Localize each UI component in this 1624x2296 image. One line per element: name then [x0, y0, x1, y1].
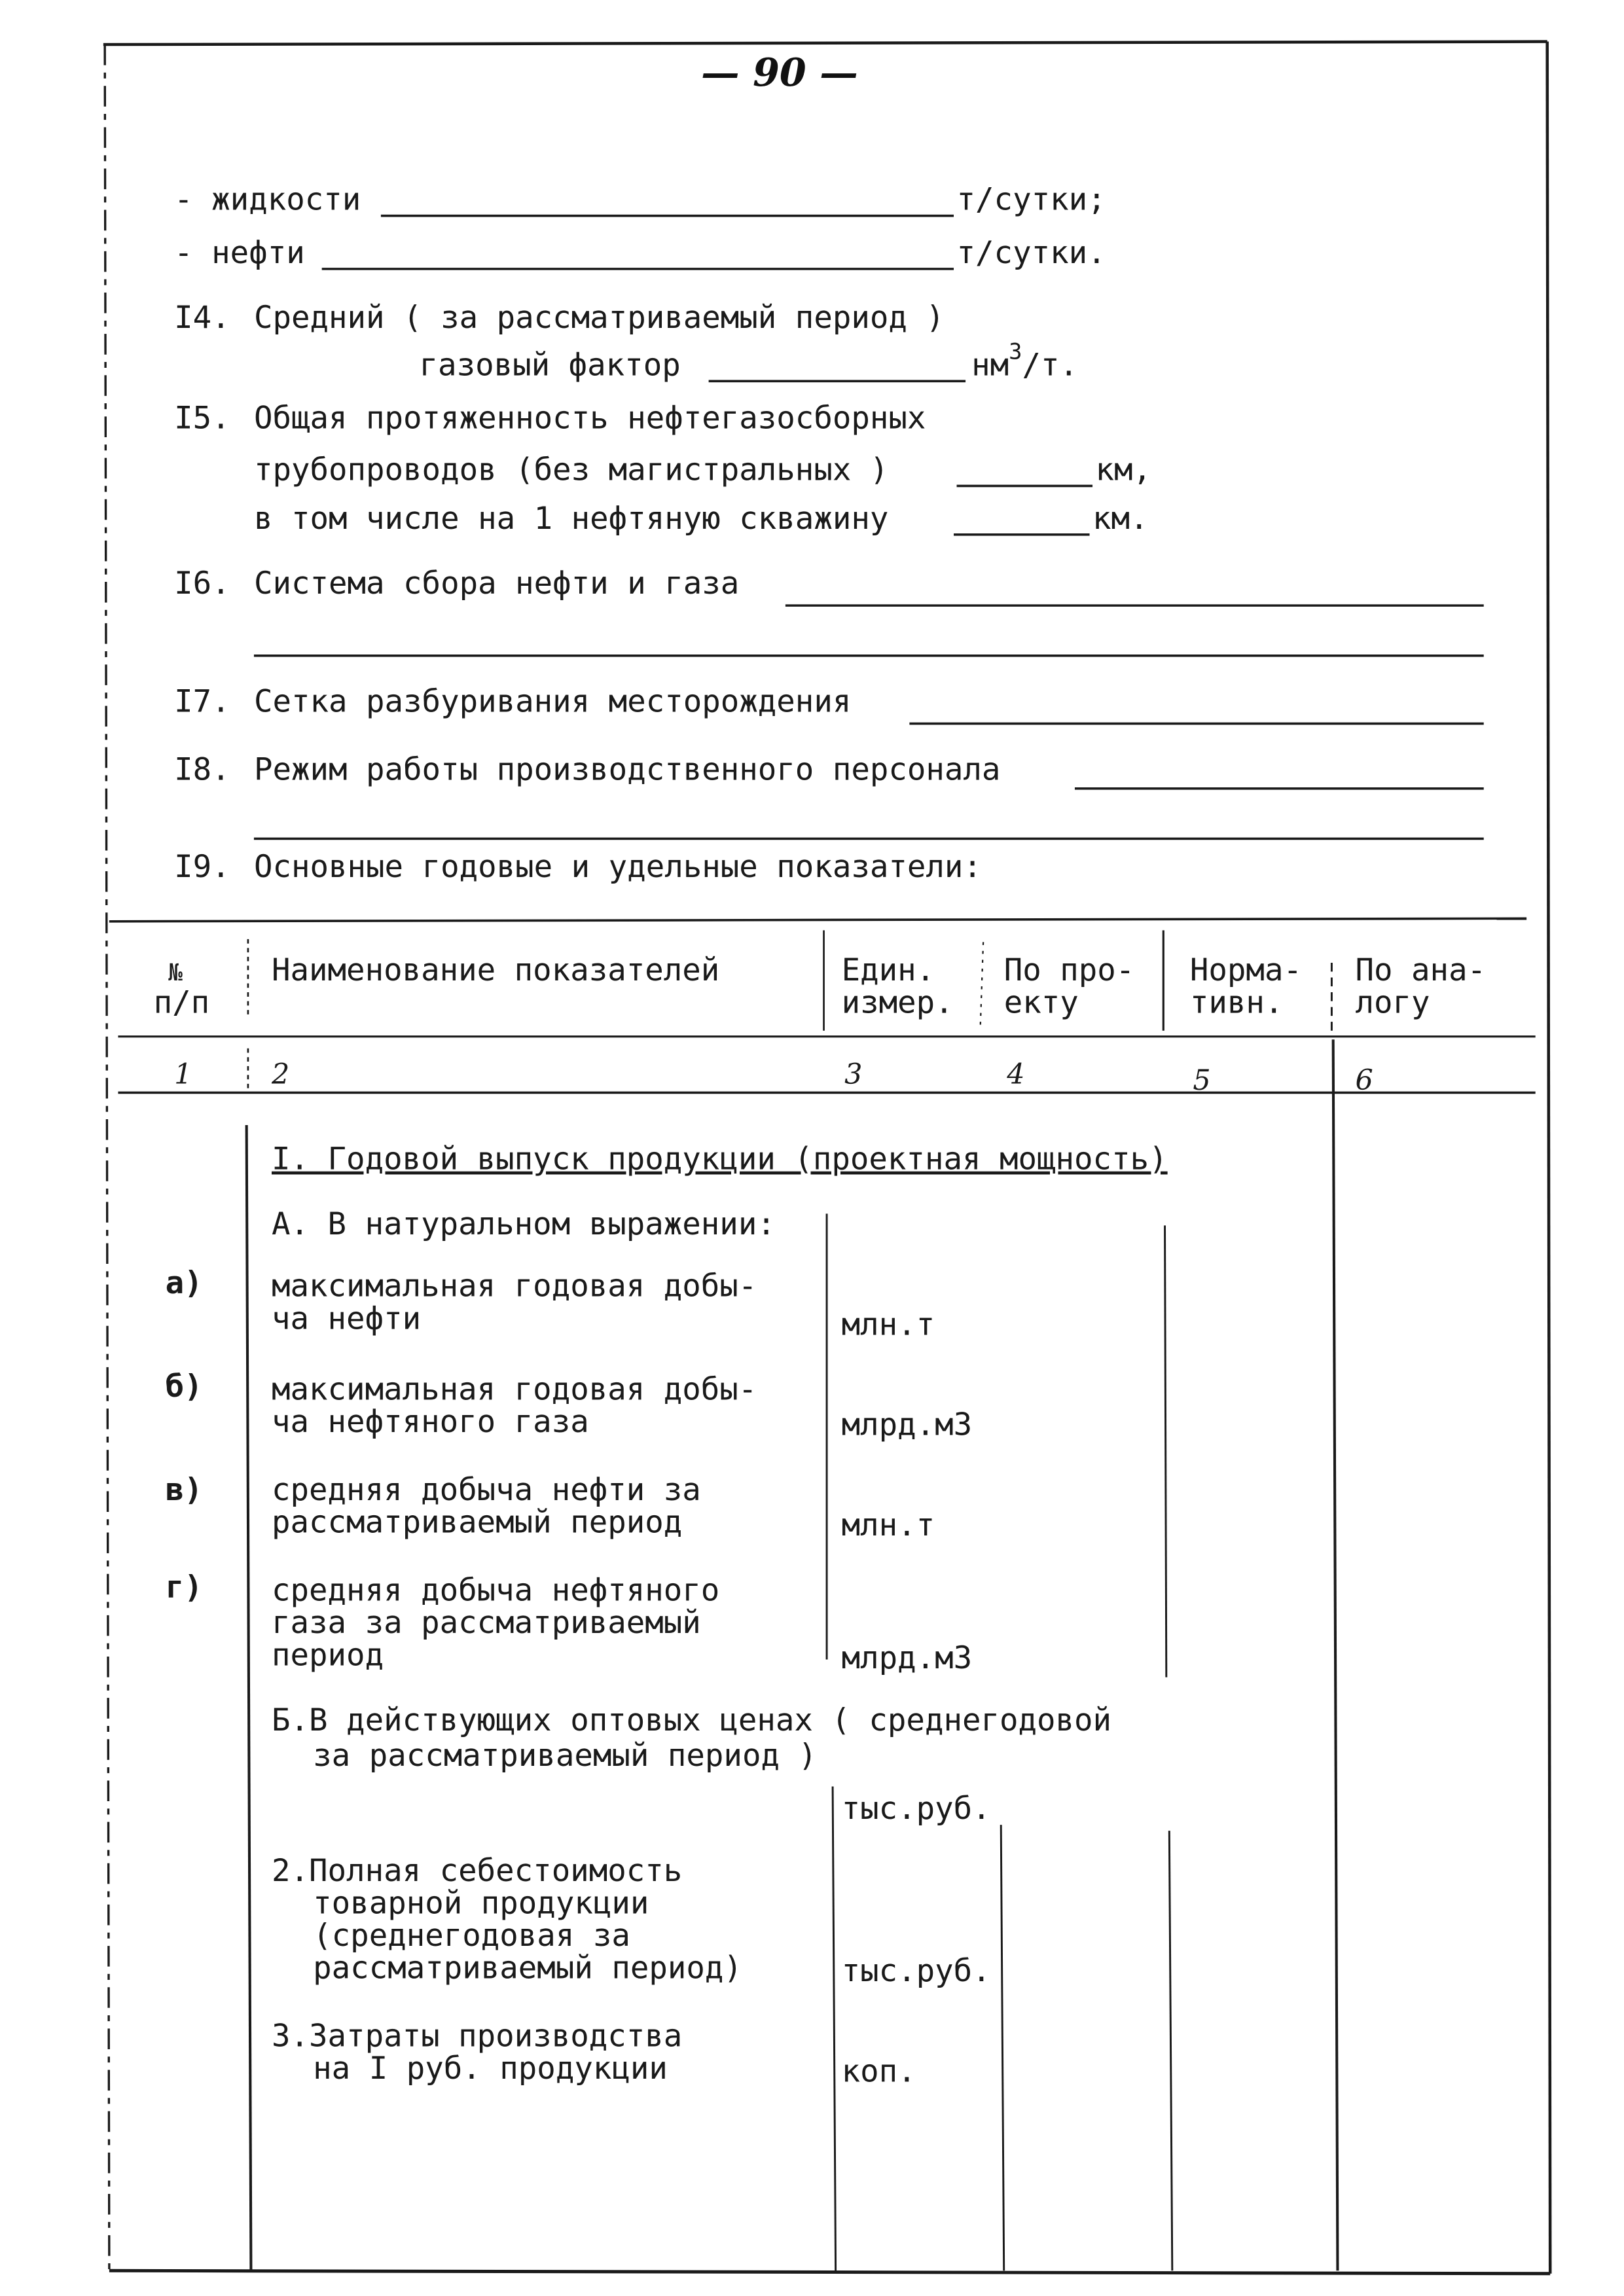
- item-14-line2: газовый фактор: [419, 347, 681, 384]
- liquid-label: - жидкости: [174, 181, 361, 218]
- item-2-line1: 2.Полная себестоимость: [272, 1852, 683, 1889]
- header-name: Наименование показателей: [272, 952, 720, 989]
- item-14-unit: $нм^3/т$.: [971, 338, 1079, 384]
- item-15-line1: Общая протяженность нефтегазосборных: [253, 400, 926, 437]
- subsection-b-line1: Б.В действующих оптовых ценах ( среднегодовой: [272, 1702, 1112, 1738]
- page-number: — 90 —: [701, 50, 858, 96]
- item-15-line3: в том числе на 1 нефтяную скважину: [253, 500, 889, 537]
- row-b-line1: максимальная годовая добы-: [272, 1371, 757, 1408]
- column-number: 3: [844, 1058, 863, 1091]
- item-3-line2: на I руб. продукции: [313, 2051, 668, 2087]
- subsection-b-line2: за рассматриваемый период ): [313, 1737, 818, 1774]
- item-18-number: I8.: [174, 751, 230, 788]
- header-analog-line1: По ана-: [1355, 952, 1487, 989]
- liquid-unit: т/сутки;: [956, 181, 1106, 218]
- item-2-line3: (среднегодовая за: [313, 1918, 630, 1954]
- row-b-mark: б): [165, 1369, 203, 1405]
- header-project-line2: екту: [1003, 984, 1079, 1021]
- column-number: 4: [1007, 1058, 1025, 1091]
- row-c-mark: в): [165, 1471, 203, 1508]
- item-14-number: I4.: [174, 300, 230, 336]
- row-a-line2: ча нефти: [272, 1300, 422, 1337]
- row-d-unit: млрд.м3: [841, 1640, 973, 1677]
- item-14-line1: Средний ( за рассматриваемый период ): [253, 300, 945, 336]
- row-d-line1: средняя добыча нефтяного: [272, 1572, 720, 1609]
- header-num-line1: №: [168, 959, 183, 987]
- item-19-text: Основные годовые и удельные показатели:: [253, 849, 982, 886]
- item-2-line4: рассматриваемый период): [313, 1950, 742, 1986]
- row-c-line1: средняя добыча нефти за: [272, 1471, 701, 1508]
- row-d-mark: г): [165, 1569, 203, 1605]
- item-17-number: I7.: [174, 683, 230, 720]
- subsection-b-unit: тыс.руб.: [841, 1791, 991, 1827]
- oil-label: - нефти: [174, 234, 305, 271]
- header-unit-line1: Един.: [841, 952, 935, 989]
- row-a-mark: а): [165, 1265, 203, 1302]
- section-1-title: I. Годовой выпуск продукции (проектная мощность): [272, 1141, 1168, 1177]
- row-c-unit: млн.т: [841, 1507, 935, 1544]
- item-15-line2: трубопроводов (без магистральных ): [253, 452, 889, 488]
- header-norm-line2: тивн.: [1189, 984, 1284, 1021]
- row-a-unit: млн.т: [841, 1306, 935, 1343]
- header-unit-line2: измер.: [841, 984, 954, 1021]
- item-15-unit2: км.: [1092, 500, 1149, 537]
- item-19-number: I9.: [174, 849, 230, 886]
- header-norm-line1: Норма-: [1189, 952, 1302, 989]
- header-project-line1: По про-: [1003, 952, 1135, 989]
- item-3-line1: 3.Затраты производства: [272, 2018, 683, 2054]
- header-num-line2: п/п: [153, 984, 210, 1021]
- item-18-text: Режим работы производственного персонала: [253, 751, 1001, 788]
- header-analog-line2: логу: [1355, 984, 1430, 1021]
- column-number: 5: [1193, 1064, 1211, 1097]
- oil-unit: т/сутки.: [956, 234, 1106, 271]
- item-15-unit1: км,: [1095, 452, 1152, 488]
- column-number: 2: [272, 1058, 290, 1091]
- row-c-line2: рассматриваемый период: [272, 1504, 683, 1541]
- row-b-unit: млрд.м3: [841, 1407, 973, 1443]
- item-3-unit: коп.: [841, 2053, 916, 2090]
- item-16-number: I6.: [174, 565, 230, 602]
- item-2-line2: товарной продукции: [313, 1885, 649, 1922]
- row-a-line1: максимальная годовая добы-: [272, 1268, 757, 1304]
- column-number: 1: [174, 1058, 192, 1091]
- column-number: 6: [1355, 1064, 1373, 1097]
- item-2-unit: тыс.руб.: [841, 1953, 991, 1990]
- item-15-number: I5.: [174, 400, 230, 437]
- item-17-text: Сетка разбуривания месторождения: [253, 683, 852, 720]
- row-b-line2: ча нефтяного газа: [272, 1404, 589, 1441]
- row-d-line2: газа за рассматриваемый: [272, 1604, 701, 1641]
- row-d-line3: период: [272, 1637, 384, 1674]
- subsection-a-title: А. В натуральном выражении:: [272, 1206, 776, 1242]
- item-16-text: Система сбора нефти и газа: [253, 565, 740, 602]
